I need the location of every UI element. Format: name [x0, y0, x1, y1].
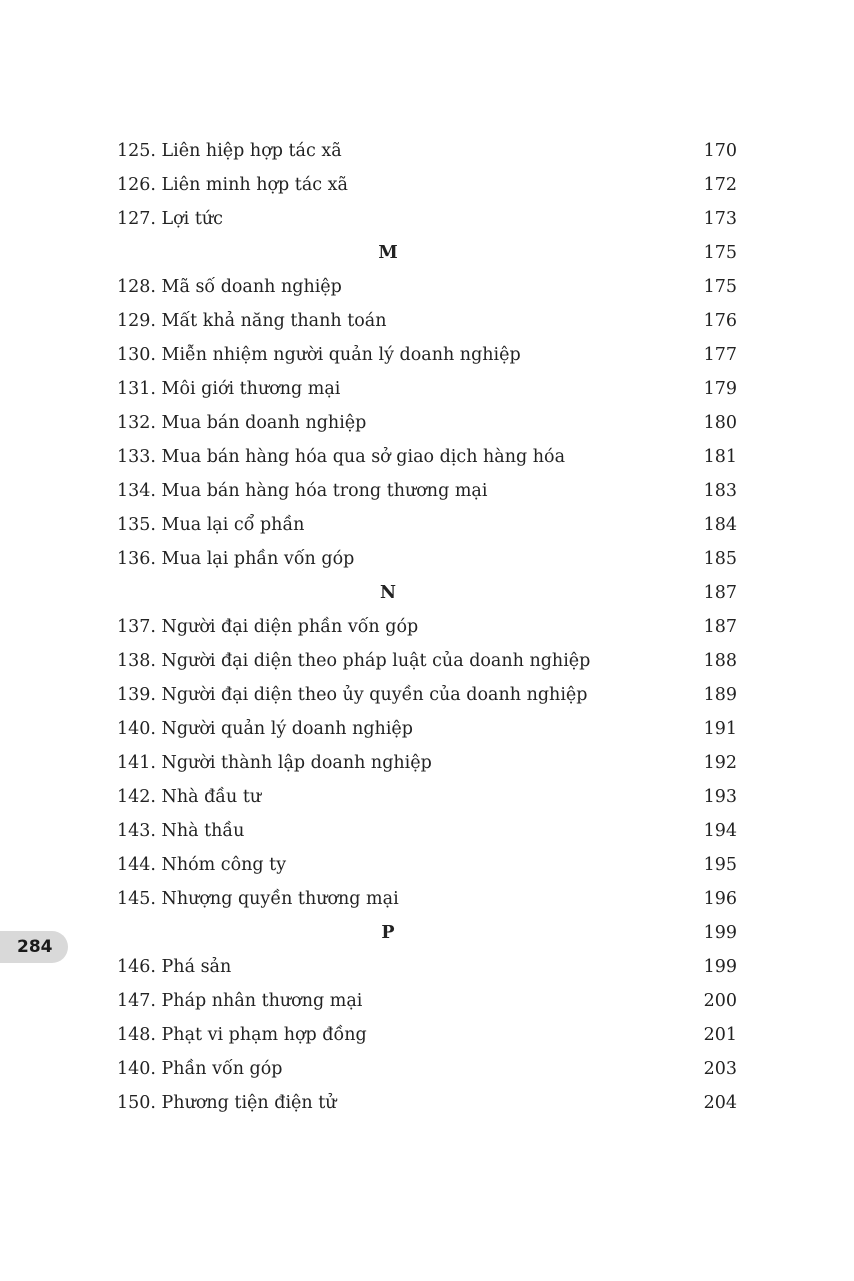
toc-entry-row — [117, 474, 737, 508]
toc-entry-label: 150. Phương tiện điện tử — [117, 1093, 337, 1113]
toc-page-number: 187 — [703, 583, 737, 603]
toc-page-number: 204 — [703, 1093, 737, 1113]
toc-entry-label: 142. Nhà đầu tư — [117, 787, 262, 807]
toc-page-number: 180 — [703, 413, 737, 433]
toc-entry-row — [117, 678, 737, 712]
toc-page-number: 200 — [703, 991, 737, 1011]
toc-entry-label: 128. Mã số doanh nghiệp — [117, 277, 342, 297]
toc-entry-row — [117, 304, 737, 338]
toc-entry-row — [117, 712, 737, 746]
toc-entry-row — [117, 270, 737, 304]
toc-entry-label: 138. Người đại diện theo pháp luật của doanh nghiệp — [117, 651, 591, 671]
toc-entry-label: 147. Pháp nhân thương mại — [117, 991, 363, 1011]
toc-entry-row — [117, 882, 737, 916]
toc-page-number: 195 — [703, 855, 737, 875]
section-heading-row — [117, 916, 737, 950]
toc-page-number: 199 — [703, 923, 737, 943]
toc-entry-label: 139. Người đại diện theo ủy quyền của doanh nghiệp — [117, 685, 588, 705]
toc-entry-row — [117, 746, 737, 780]
toc-entry-row — [117, 848, 737, 882]
toc-page-number: 183 — [703, 481, 737, 501]
section-heading-row — [117, 236, 737, 270]
toc-page-number: 175 — [703, 243, 737, 263]
toc-entry-row — [117, 1052, 737, 1086]
toc-entry-label: 130. Miễn nhiệm người quản lý doanh nghiệp — [117, 345, 521, 365]
toc-page-number: 199 — [703, 957, 737, 977]
toc-entry-label: 145. Nhượng quyền thương mại — [117, 889, 399, 909]
page-number-tab — [0, 931, 68, 963]
section-heading-row — [117, 576, 737, 610]
toc-page-number: 176 — [703, 311, 737, 331]
toc-entry-label: 146. Phá sản — [117, 957, 232, 977]
toc-entry-label: 137. Người đại diện phần vốn góp — [117, 617, 419, 637]
toc-page-number: 170 — [703, 141, 737, 161]
toc-page-number: 184 — [703, 515, 737, 535]
table-of-contents — [117, 134, 737, 1120]
toc-entry-row — [117, 542, 737, 576]
toc-entry-label: 126. Liên minh hợp tác xã — [117, 175, 348, 195]
toc-page-number: 196 — [703, 889, 737, 909]
toc-entry-label: 132. Mua bán doanh nghiệp — [117, 413, 367, 433]
toc-page-number: 181 — [703, 447, 737, 467]
toc-entry-label: 131. Môi giới thương mại — [117, 379, 341, 399]
section-letter: P — [381, 923, 395, 943]
toc-entry-row — [117, 202, 737, 236]
toc-entry-label: 141. Người thành lập doanh nghiệp — [117, 753, 432, 773]
toc-entry-label: 129. Mất khả năng thanh toán — [117, 311, 387, 331]
toc-page-number: 201 — [703, 1025, 737, 1045]
toc-entry-row — [117, 984, 737, 1018]
toc-page-number: 189 — [703, 685, 737, 705]
toc-entry-label: 148. Phạt vi phạm hợp đồng — [117, 1025, 367, 1045]
toc-entry-label: 144. Nhóm công ty — [117, 855, 287, 875]
toc-entry-label: 143. Nhà thầu — [117, 821, 245, 841]
page-number: 284 — [17, 937, 53, 957]
section-letter: M — [378, 243, 398, 263]
toc-page-number: 192 — [703, 753, 737, 773]
toc-entry-row — [117, 372, 737, 406]
toc-entry-label: 135. Mua lại cổ phần — [117, 515, 305, 535]
toc-page-number: 185 — [703, 549, 737, 569]
toc-entry-row — [117, 406, 737, 440]
toc-entry-label: 133. Mua bán hàng hóa qua sở giao dịch hàng hóa — [117, 447, 566, 467]
toc-entry-row — [117, 950, 737, 984]
toc-page-number: 193 — [703, 787, 737, 807]
toc-entry-label: 140. Người quản lý doanh nghiệp — [117, 719, 413, 739]
toc-entry-row — [117, 440, 737, 474]
toc-entry-row — [117, 134, 737, 168]
toc-entry-label: 140. Phần vốn góp — [117, 1059, 283, 1079]
toc-page-number: 179 — [703, 379, 737, 399]
section-letter: N — [380, 583, 396, 603]
toc-page-number: 172 — [703, 175, 737, 195]
toc-page-number: 175 — [703, 277, 737, 297]
toc-entry-row — [117, 814, 737, 848]
toc-entry-row — [117, 780, 737, 814]
toc-entry-label: 127. Lợi tức — [117, 209, 223, 229]
toc-page-number: 191 — [703, 719, 737, 739]
toc-page-number: 194 — [703, 821, 737, 841]
toc-page-number: 203 — [703, 1059, 737, 1079]
toc-page-number: 177 — [703, 345, 737, 365]
toc-entry-row — [117, 610, 737, 644]
toc-page-number: 173 — [703, 209, 737, 229]
toc-entry-label: 125. Liên hiệp hợp tác xã — [117, 141, 342, 161]
toc-page-number: 188 — [703, 651, 737, 671]
toc-entry-row — [117, 1018, 737, 1052]
toc-entry-row — [117, 1086, 737, 1120]
toc-page-number: 187 — [703, 617, 737, 637]
toc-entry-label: 134. Mua bán hàng hóa trong thương mại — [117, 481, 488, 501]
toc-entry-label: 136. Mua lại phần vốn góp — [117, 549, 355, 569]
toc-entry-row — [117, 508, 737, 542]
toc-entry-row — [117, 168, 737, 202]
toc-entry-row — [117, 338, 737, 372]
toc-entry-row — [117, 644, 737, 678]
